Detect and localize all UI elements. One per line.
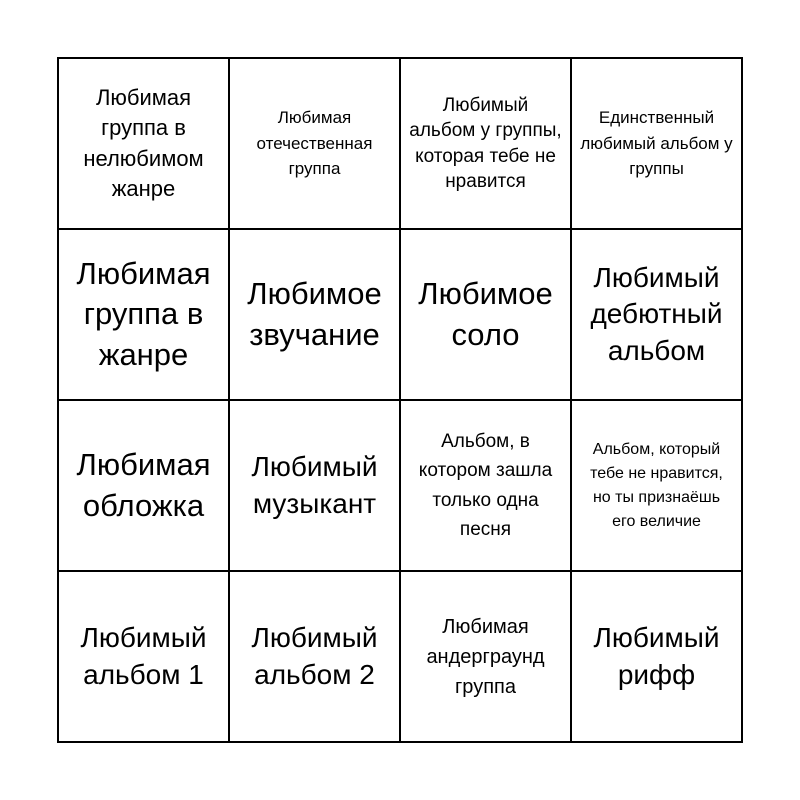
bingo-cell[interactable] [572,572,743,743]
bingo-cell-label: Единственный любимый альбом у группы [580,108,733,179]
bingo-cell-label: Любимый альбом у группы, которая тебе не нравится [409,95,562,192]
bingo-cell-label: Любимый альбом 2 [251,622,378,690]
bingo-cell-label: Альбом, который тебе не нравится, но ты признаёшь его величие [590,440,723,530]
bingo-cell[interactable] [401,401,572,572]
bingo-cell-label: Любимый дебютный альбом [590,261,723,366]
bingo-cell[interactable] [230,230,401,401]
bingo-cell[interactable] [401,230,572,401]
bingo-cell[interactable] [59,572,230,743]
bingo-board [57,57,743,743]
bingo-cell-label: Любимый музыкант [251,451,378,519]
bingo-cell-label: Любимое звучание [247,276,382,352]
bingo-cell-label: Альбом, в котором зашла только одна песня [418,430,553,540]
bingo-cell-label: Любимый альбом 1 [80,622,207,690]
bingo-cell-label: Любимая андерграунд группа [426,615,545,698]
bingo-cell-label: Любимая группа в нелюбимом жанре [83,84,204,201]
bingo-cell[interactable] [401,59,572,230]
bingo-cell[interactable] [59,59,230,230]
bingo-cell[interactable] [572,401,743,572]
bingo-cell-label: Любимое соло [418,276,553,352]
bingo-cell[interactable] [401,572,572,743]
bingo-cell-label: Любимая обложка [76,447,211,523]
bingo-cell-label: Любимый рифф [593,622,720,690]
bingo-cell[interactable] [59,401,230,572]
bingo-cell[interactable] [230,572,401,743]
bingo-cell[interactable] [59,230,230,401]
bingo-cell[interactable] [572,59,743,230]
bingo-cell-label: Любимая отечественная группа [256,108,373,179]
bingo-cell[interactable] [230,401,401,572]
bingo-cell[interactable] [230,59,401,230]
bingo-cell-label: Любимая группа в жанре [76,256,211,372]
bingo-cell[interactable] [572,230,743,401]
